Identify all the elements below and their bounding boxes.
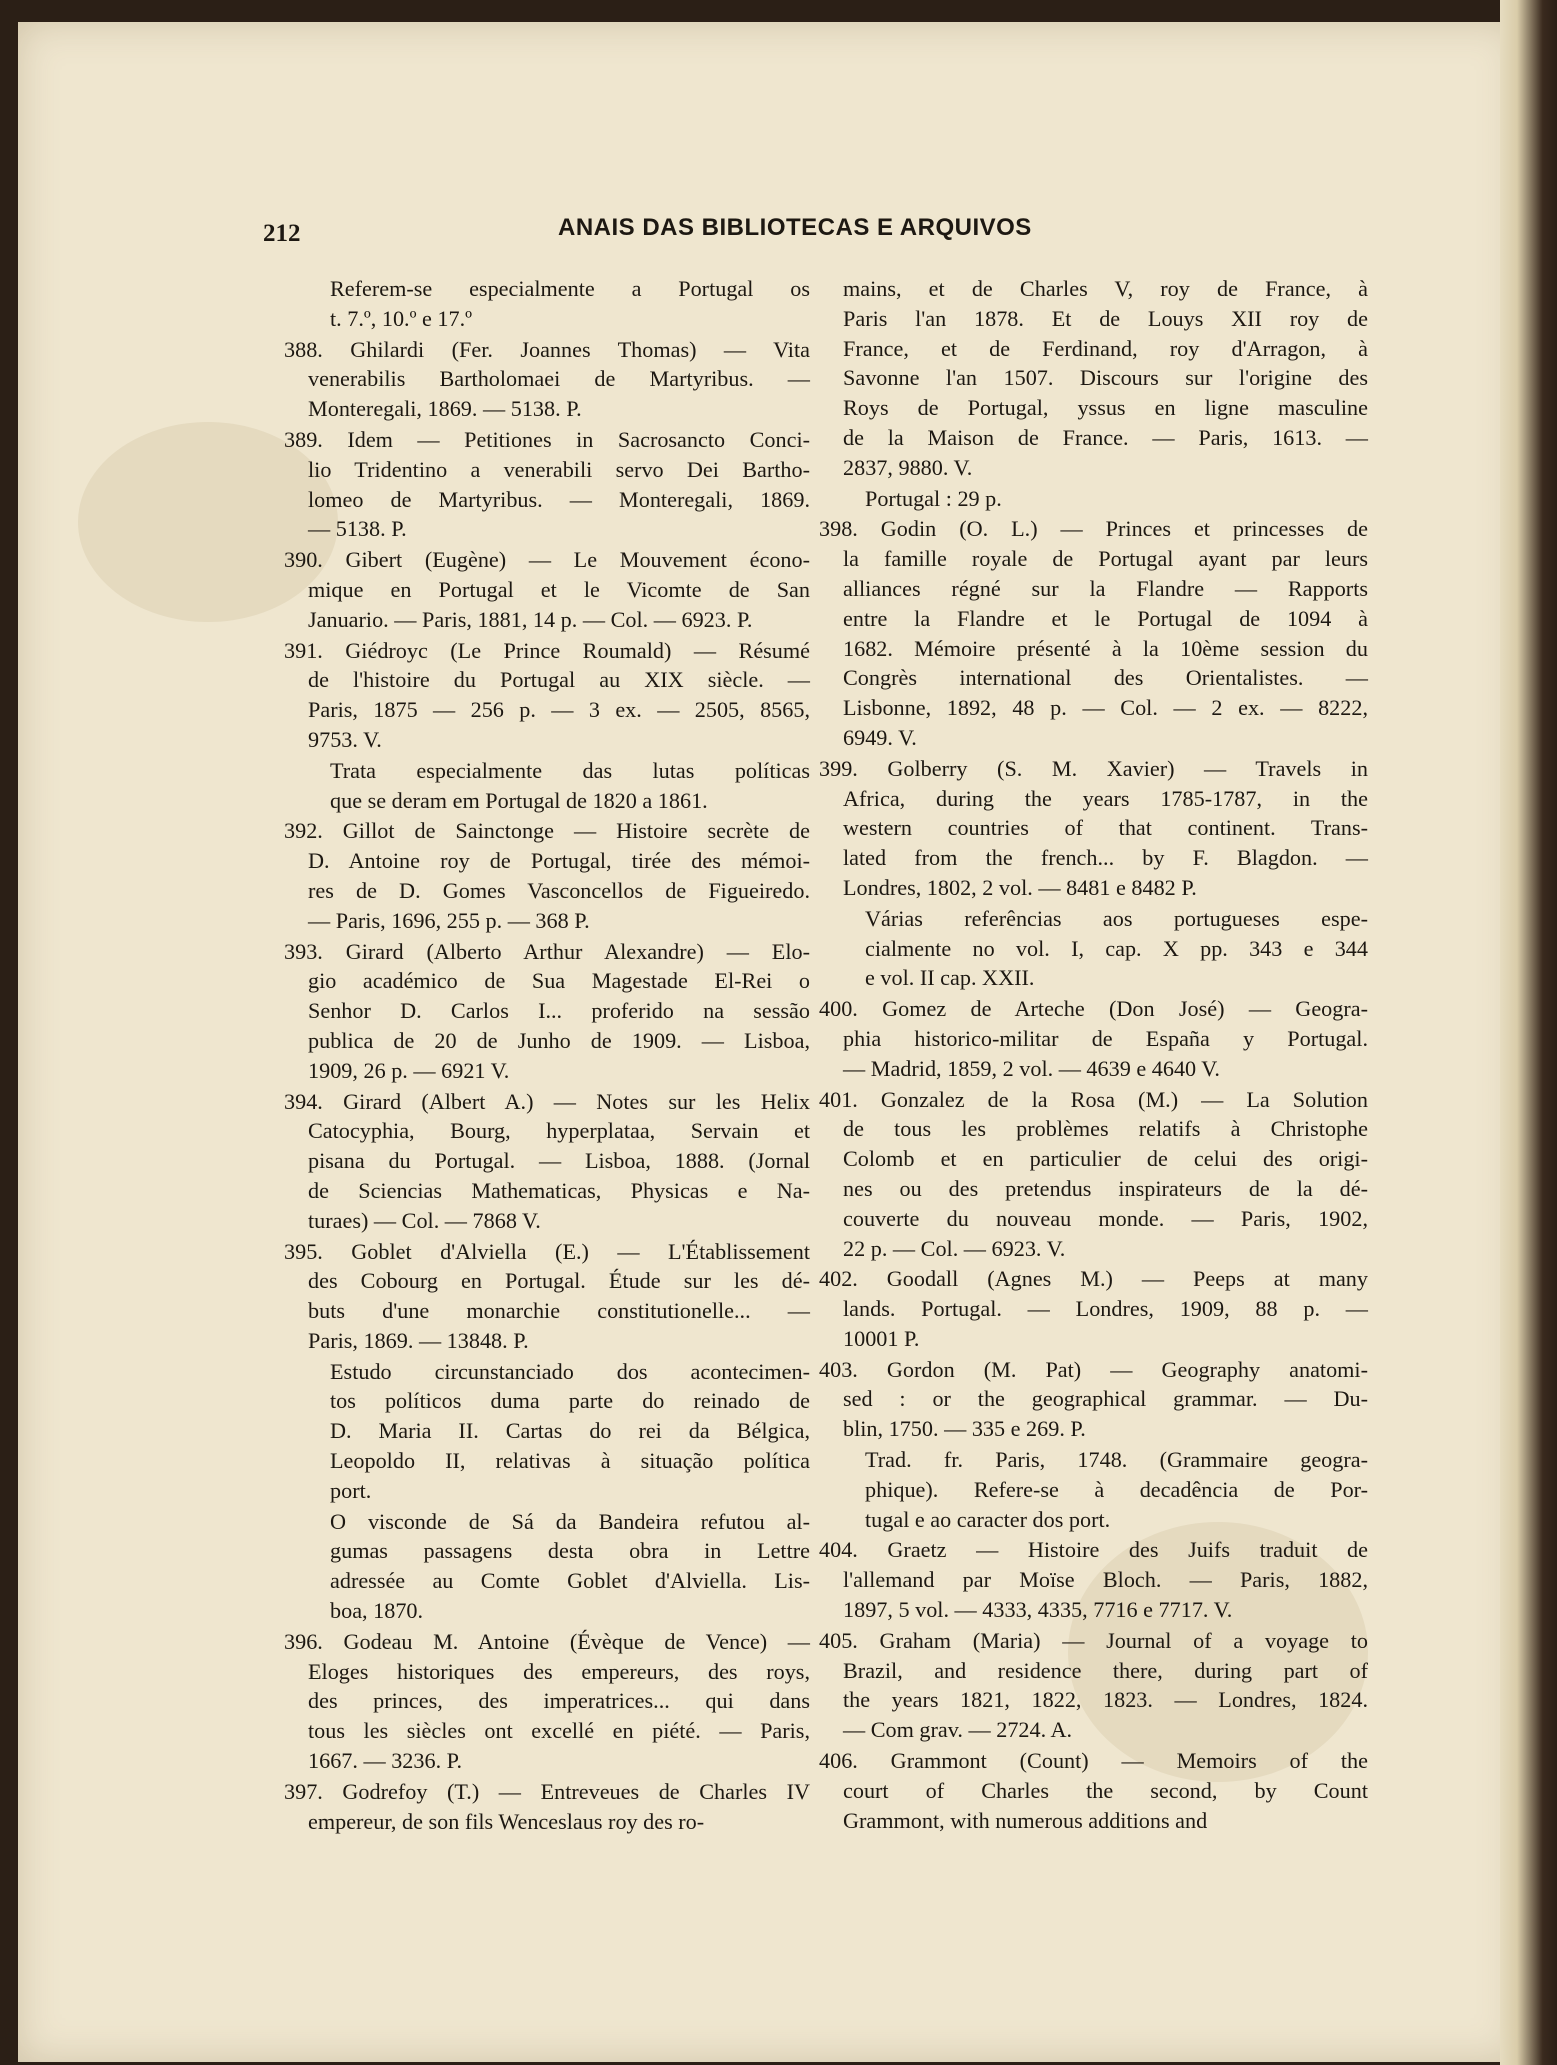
text-line: mains, et de Charles V, roy de France, à <box>843 276 1368 301</box>
text-line: entre la Flandre et le Portugal de 1094 à <box>843 605 1368 631</box>
text-line: adressée au Comte Goblet d'Alviella. Lis- <box>330 1568 810 1594</box>
text-line: Lisbonne, 1892, 48 p. — Col. — 2 ex. — 8222, <box>843 695 1368 721</box>
bibliography-entry <box>284 1777 810 1837</box>
entry-note <box>843 1445 1368 1534</box>
text-line: port. <box>330 1477 372 1503</box>
text-line: 396. Godeau M. Antoine (Évèque de Vence) — <box>284 1628 810 1654</box>
entry-note <box>308 1357 810 1506</box>
entry-note <box>308 1507 810 1626</box>
bibliography-entry <box>284 937 810 1086</box>
text-line: lio Tridentino a venerabili servo Dei Bartho- <box>308 456 810 482</box>
bibliography-entry <box>819 1535 1368 1624</box>
bibliography-entry <box>819 754 1368 903</box>
text-line: cialmente no vol. I, cap. X pp. 343 e 344 <box>865 935 1368 961</box>
text-line: blin, 1750. — 335 e 269. P. <box>843 1416 1086 1442</box>
text-line: tous les siècles ont excellé en piété. — Paris, <box>308 1718 810 1744</box>
bibliography-entry <box>819 994 1368 1083</box>
bibliography-entry <box>843 274 1368 483</box>
bibliography-entry <box>819 1264 1368 1353</box>
bibliography-entry <box>284 816 810 935</box>
text-line: 22 p. — Col. — 6923. V. <box>843 1235 1066 1261</box>
text-line: 394. Girard (Albert A.) — Notes sur les Helix <box>284 1088 810 1114</box>
text-line: 404. Graetz — Histoire des Juifs traduit de <box>819 1537 1368 1563</box>
text-line: O visconde de Sá da Bandeira refutou al- <box>330 1508 810 1534</box>
text-line: 401. Gonzalez de la Rosa (M.) — La Solution <box>819 1086 1368 1112</box>
text-line: des Cobourg en Portugal. Étude sur les dé- <box>308 1268 810 1294</box>
text-line: 389. Idem — Petitiones in Sacrosancto Conci- <box>284 426 810 452</box>
bibliography-entry <box>819 1626 1368 1745</box>
text-line: Trata especialmente das lutas políticas <box>330 757 810 783</box>
text-line: Eloges historiques des empereurs, des roys, <box>308 1658 810 1684</box>
text-line: Monteregali, 1869. — 5138. P. <box>308 396 582 422</box>
text-line: Africa, during the years 1785-1787, in the <box>843 785 1368 811</box>
text-line: Portugal : 29 p. <box>865 485 1002 511</box>
text-line: 405. Graham (Maria) — Journal of a voyage to <box>819 1627 1368 1653</box>
text-line: Paris, 1875 — 256 p. — 3 ex. — 2505, 8565, <box>308 697 810 723</box>
text-line: e vol. II cap. XXII. <box>865 965 1035 991</box>
text-line: mique en Portugal et le Vicomte de San <box>308 576 810 602</box>
text-line: lands. Portugal. — Londres, 1909, 88 p. — <box>843 1296 1368 1322</box>
text-line: Trad. fr. Paris, 1748. (Grammaire geogra- <box>865 1447 1368 1473</box>
text-line: 406. Grammont (Count) — Memoirs of the <box>819 1748 1368 1774</box>
text-line: boa, 1870. <box>330 1598 424 1624</box>
text-line: Colomb et en particulier de celui des origi- <box>843 1146 1368 1172</box>
text-line: res de D. Gomes Vasconcellos de Figueiredo. <box>308 877 810 903</box>
bibliography-entry <box>284 425 810 544</box>
text-line: Paris, 1869. — 13848. P. <box>308 1327 529 1353</box>
text-line: 390. Gibert (Eugène) — Le Mouvement écono- <box>284 547 810 573</box>
text-line: D. Maria II. Cartas do rei da Bélgica, <box>330 1418 810 1444</box>
text-line: 6949. V. <box>843 724 917 750</box>
text-line: 9753. V. <box>308 726 382 752</box>
bibliography-entry <box>284 1087 810 1236</box>
text-line: venerabilis Bartholomaei de Martyribus. — <box>308 366 810 392</box>
text-line: turaes) — Col. — 7868 V. <box>308 1207 541 1233</box>
text-line: — Com grav. — 2724. A. <box>843 1717 1073 1743</box>
page-edge <box>1500 0 1557 2065</box>
text-line: 391. Giédroyc (Le Prince Roumald) — Résumé <box>284 637 810 663</box>
text-line: 1682. Mémoire présenté à la 10ème session du <box>843 635 1368 661</box>
text-line: Savonne l'an 1507. Discours sur l'origine des <box>843 365 1368 391</box>
text-line: que se deram em Portugal de 1820 a 1861. <box>330 787 708 813</box>
text-line: court of Charles the second, by Count <box>843 1777 1368 1803</box>
text-line: Paris l'an 1878. Et de Louys XII roy de <box>843 305 1368 331</box>
text-line: 400. Gomez de Arteche (Don José) — Geogra- <box>819 996 1368 1022</box>
text-line: phia historico-militar de España y Portugal. <box>843 1025 1368 1051</box>
text-line: 402. Goodall (Agnes M.) — Peeps at many <box>819 1266 1368 1292</box>
text-line: lomeo de Martyribus. — Monteregali, 1869. <box>308 486 810 512</box>
text-line: Januario. — Paris, 1881, 14 p. — Col. — 6923. P. <box>308 606 753 632</box>
bibliography-entry <box>284 545 810 634</box>
text-line: Londres, 1802, 2 vol. — 8481 e 8482 P. <box>843 874 1197 900</box>
text-line: de tous les problèmes relatifs à Christophe <box>843 1116 1368 1142</box>
text-line: Referem-se especialmente a Portugal os <box>330 276 810 301</box>
text-line: la famille royale de Portugal ayant par leurs <box>843 546 1368 572</box>
text-line: 1909, 26 p. — 6921 V. <box>308 1057 510 1083</box>
text-line: Roys de Portugal, yssus en ligne masculine <box>843 395 1368 421</box>
text-line: 392. Gillot de Sainctonge — Histoire secrète de <box>284 818 810 844</box>
text-line: 2837, 9880. V. <box>843 454 973 480</box>
bibliography-entry <box>284 1627 810 1776</box>
text-line: phique). Refere-se à decadência de Por- <box>865 1476 1368 1502</box>
text-line: l'allemand par Moïse Bloch. — Paris, 1882, <box>843 1567 1368 1593</box>
text-line: Catocyphia, Bourg, hyperplataa, Servain et <box>308 1118 810 1144</box>
text-line: 388. Ghilardi (Fer. Joannes Thomas) — Vita <box>284 336 810 362</box>
text-line: — Paris, 1696, 255 p. — 368 P. <box>308 907 590 933</box>
text-line: Leopoldo II, relativas à situação política <box>330 1448 810 1474</box>
text-line: 399. Golberry (S. M. Xavier) — Travels in <box>819 755 1368 781</box>
text-line: des princes, des imperatrices... qui dans <box>308 1688 810 1714</box>
text-line: 10001 P. <box>843 1325 920 1351</box>
text-line: de l'histoire du Portugal au XIX siècle. — <box>308 667 810 693</box>
text-line: Várias referências aos portugueses espe- <box>865 905 1368 931</box>
text-line: 397. Godrefoy (T.) — Entreveues de Charles IV <box>284 1778 810 1804</box>
text-line: tugal e ao caracter dos port. <box>865 1506 1111 1532</box>
text-line: — Madrid, 1859, 2 vol. — 4639 e 4640 V. <box>843 1055 1220 1081</box>
book-page <box>18 22 1518 2062</box>
text-line: Congrès international des Orientalistes. — <box>843 665 1368 691</box>
entry-note <box>308 274 810 334</box>
right-column <box>819 274 1368 1836</box>
entry-note <box>843 484 1368 514</box>
text-line: gio académico de Sua Magestade El-Rei o <box>308 968 810 994</box>
page-header <box>18 194 1518 247</box>
text-line: tos políticos duma parte do reinado de <box>330 1388 810 1414</box>
text-line: gumas passagens desta obra in Lettre <box>330 1538 810 1564</box>
left-column <box>284 274 810 1837</box>
running-title: ANAIS DAS BIBLIOTECAS E ARQUIVOS <box>558 214 1032 241</box>
text-line: sed : or the geographical grammar. — Du- <box>843 1386 1368 1412</box>
text-line: France, et de Ferdinand, roy d'Arragon, à <box>843 335 1368 361</box>
text-line: pisana du Portugal. — Lisboa, 1888. (Jornal <box>308 1148 810 1174</box>
text-line: Brazil, and residence there, during part of <box>843 1657 1368 1683</box>
bibliography-entry <box>284 335 810 424</box>
entry-note <box>308 756 810 816</box>
text-line: 1667. — 3236. P. <box>308 1748 463 1774</box>
bibliography-entry <box>284 1237 810 1356</box>
text-line: publica de 20 de Junho de 1909. — Lisboa, <box>308 1027 810 1053</box>
text-line: de Sciencias Mathematicas, Physicas e Na- <box>308 1177 810 1203</box>
text-line: 403. Gordon (M. Pat) — Geography anatomi- <box>819 1356 1368 1382</box>
text-line: Estudo circunstanciado dos acontecimen- <box>330 1358 810 1384</box>
text-line: Grammont, with numerous additions and <box>843 1807 1208 1833</box>
bibliography-entry <box>819 1085 1368 1264</box>
text-line: empereur, de son fils Wenceslaus roy des ro- <box>308 1808 705 1834</box>
page-number: 212 <box>263 220 301 247</box>
text-line: de la Maison de France. — Paris, 1613. — <box>843 424 1368 450</box>
text-line: buts d'une monarchie constitutionelle... — <box>308 1298 810 1324</box>
text-line: 398. Godin (O. L.) — Princes et princesses de <box>819 516 1368 542</box>
text-line: couverte du nouveau monde. — Paris, 1902, <box>843 1205 1368 1231</box>
bibliography-entry <box>819 1746 1368 1835</box>
text-line: D. Antoine roy de Portugal, tirée des mémoi- <box>308 848 810 874</box>
text-line: lated from the french... by F. Blagdon. — <box>843 845 1368 871</box>
text-line: 395. Goblet d'Alviella (E.) — L'Établissement <box>284 1238 810 1264</box>
text-line: alliances régné sur la Flandre — Rapports <box>843 575 1368 601</box>
bibliography-entry <box>819 514 1368 752</box>
bibliography-entry <box>819 1355 1368 1444</box>
text-line: Senhor D. Carlos I... proferido na sessão <box>308 998 810 1024</box>
text-line: nes ou des pretendus inspirateurs de la dé- <box>843 1175 1368 1201</box>
text-line: 1897, 5 vol. — 4333, 4335, 7716 e 7717. V. <box>843 1597 1233 1623</box>
text-line: western countries of that continent. Trans- <box>843 815 1368 841</box>
text-line: 393. Girard (Alberto Arthur Alexandre) — Elo- <box>284 938 810 964</box>
text-line: the years 1821, 1822, 1823. — Londres, 1824. <box>843 1687 1368 1713</box>
bibliography-entry <box>284 636 810 755</box>
text-line: t. 7.º, 10.º e 17.º <box>330 305 473 331</box>
text-line: — 5138. P. <box>308 516 407 542</box>
entry-note <box>843 904 1368 993</box>
